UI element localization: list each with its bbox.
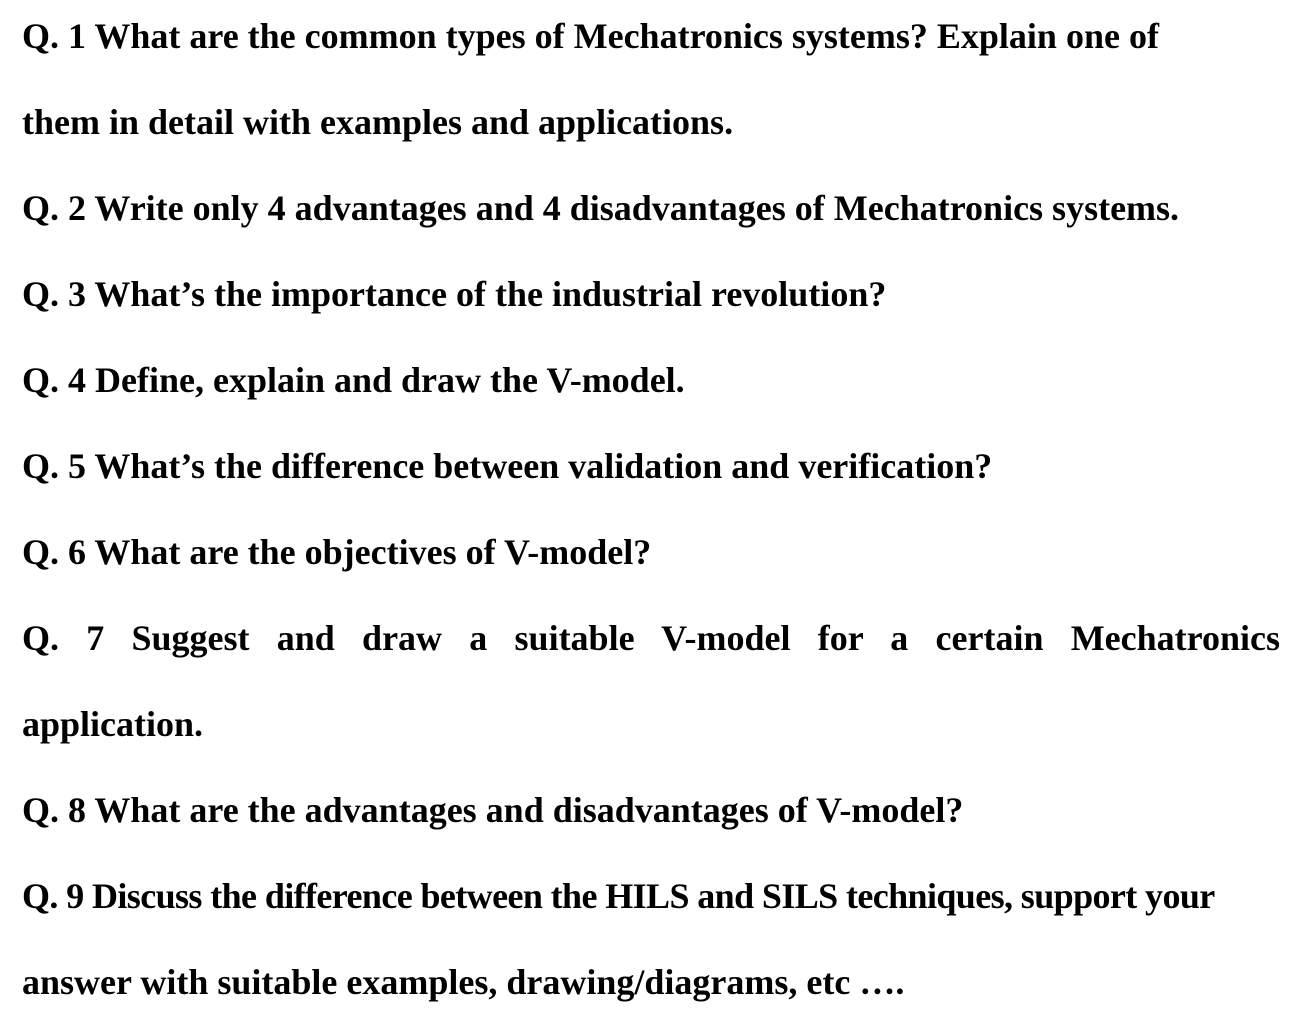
question-8: Q. 8 What are the advantages and disadvantages of V-model? <box>22 790 964 830</box>
question-1-line-2: them in detail with examples and applications. <box>22 102 734 142</box>
question-4: Q. 4 Define, explain and draw the V-model. <box>22 360 685 400</box>
question-9-line-1: Q. 9 Discuss the difference between the HILS and SILS techniques, support your <box>22 876 1215 916</box>
question-1-line-1: Q. 1 What are the common types of Mechatronics systems? Explain one of <box>22 16 1159 56</box>
question-7-line-2: application. <box>22 704 204 744</box>
question-5: Q. 5 What’s the difference between validation and verification? <box>22 446 993 486</box>
question-2: Q. 2 Write only 4 advantages and 4 disadvantages of Mechatronics systems. <box>22 188 1180 228</box>
question-3: Q. 3 What’s the importance of the industrial revolution? <box>22 274 887 314</box>
question-7-line-1: Q. 7 Suggest and draw a suitable V-model for a certain Mechatronics <box>22 618 1280 658</box>
question-6: Q. 6 What are the objectives of V-model? <box>22 532 652 572</box>
question-9-line-2: answer with suitable examples, drawing/diagrams, etc …. <box>22 962 905 1002</box>
